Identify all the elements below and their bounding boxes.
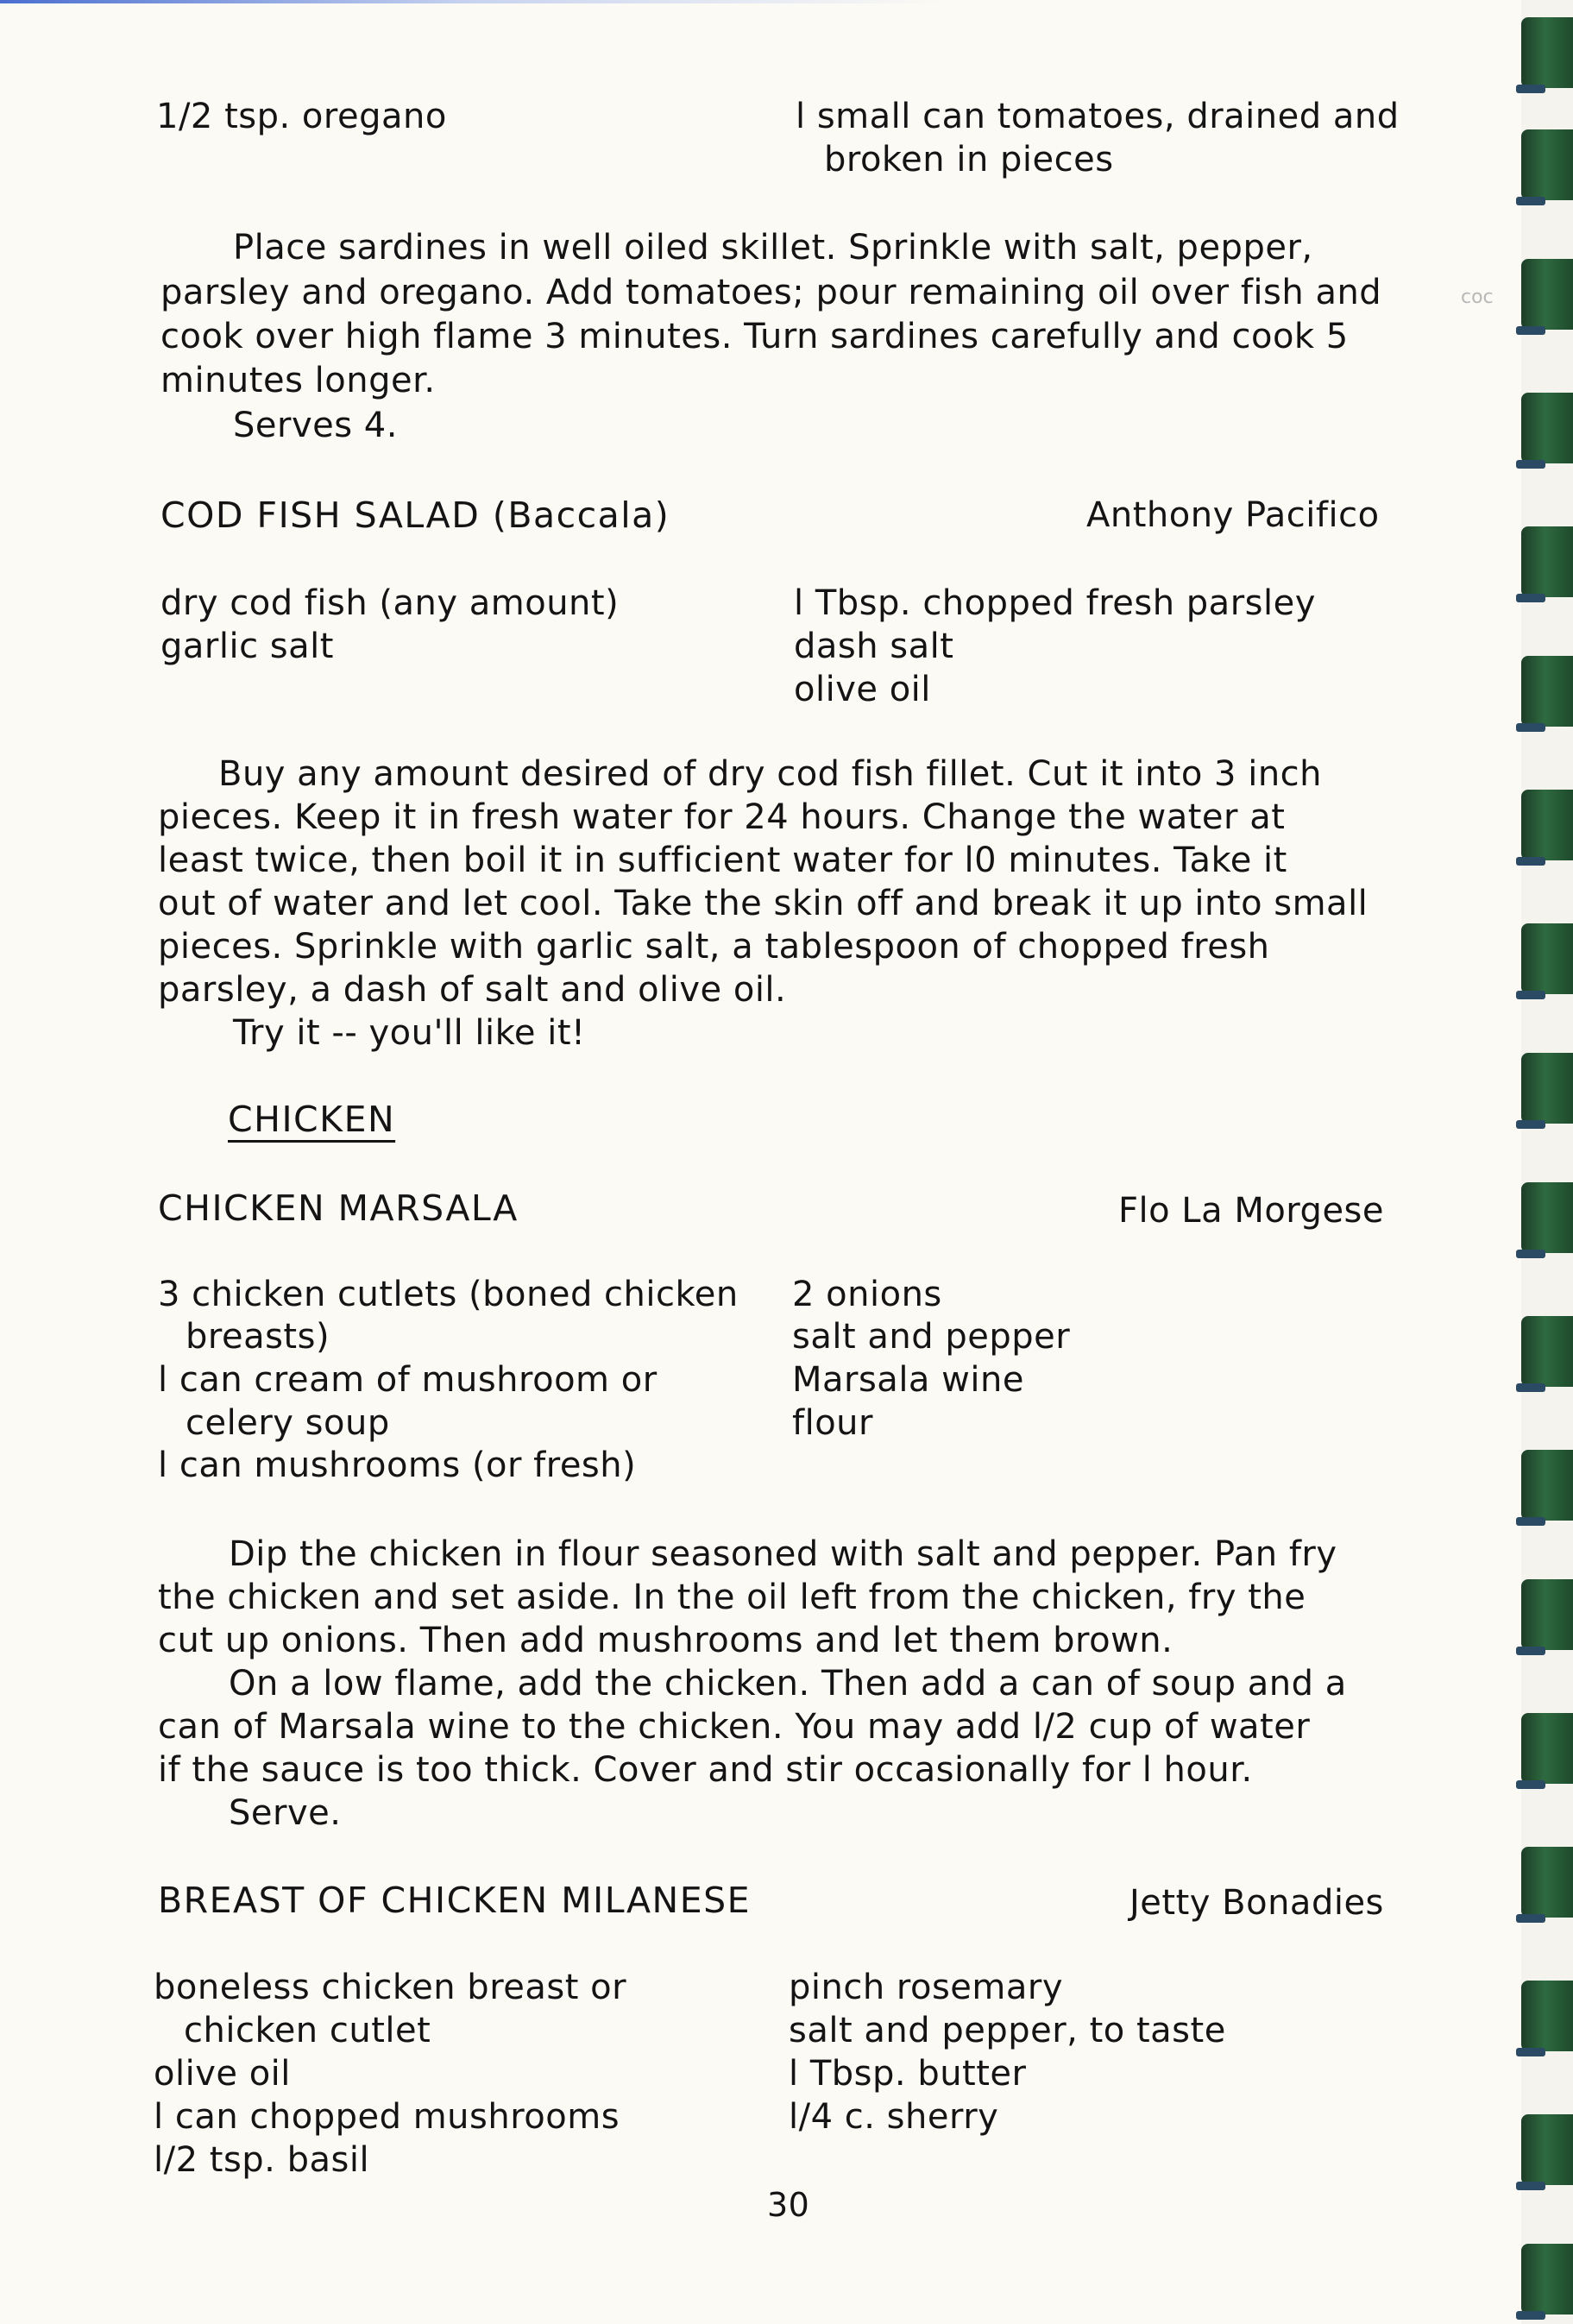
direction-line: can of Marsala wine to the chicken. You may add l/2 cup of water (158, 1707, 1311, 1747)
recipe-title: BREAST OF CHICKEN MILANESE (158, 1880, 752, 1921)
ingredient-right: l Tbsp. butter (789, 2054, 1027, 2094)
ingredient-right: l/4 c. sherry (789, 2097, 999, 2137)
direction-line: parsley and oregano. Add tomatoes; pour remaining oil over fish and (160, 273, 1382, 312)
recipe-author: Anthony Pacifico (1086, 495, 1380, 535)
binding-ring (1521, 1053, 1573, 1124)
ingredient-right: Marsala wine (792, 1360, 1024, 1400)
ingredient-right: pinch rosemary (789, 1968, 1063, 2007)
binding-ring (1521, 129, 1573, 200)
direction-line: Place sardines in well oiled skillet. Sprinkle with salt, pepper, (233, 228, 1313, 268)
ingredient-left: l can mushrooms (or fresh) (158, 1445, 637, 1485)
direction-line: Serve. (229, 1793, 342, 1833)
ingredient-right: olive oil (794, 670, 931, 709)
direction-line: least twice, then boil it in sufficient water for l0 minutes. Take it (158, 841, 1287, 880)
direction-line: Dip the chicken in flour seasoned with salt and pepper. Pan fry (229, 1534, 1337, 1574)
ingredient-right: flour (792, 1403, 873, 1443)
serves-line: Serves 4. (233, 406, 398, 445)
binding-ring (1521, 923, 1573, 994)
page-edge (0, 0, 1573, 3)
binding-ring (1521, 656, 1573, 727)
binding-ring (1521, 526, 1573, 597)
binding-ring (1521, 1981, 1573, 2051)
direction-line: pieces. Keep it in fresh water for 24 hours. Change the water at (158, 797, 1286, 837)
section-heading: CHICKEN (228, 1099, 396, 1140)
recipe-title: CHICKEN MARSALA (158, 1187, 519, 1229)
direction-line: cut up onions. Then add mushrooms and let them brown. (158, 1621, 1173, 1660)
ingredient-right: broken in pieces (824, 140, 1114, 179)
ingredient-right: l Tbsp. chopped fresh parsley (794, 583, 1316, 623)
ingredient-left: 3 chicken cutlets (boned chicken (158, 1275, 739, 1314)
page-number: 30 (767, 2186, 810, 2224)
recipe-author: Flo La Morgese (1118, 1191, 1384, 1231)
ingredient-left: l can cream of mushroom or (158, 1360, 658, 1400)
ingredient-left: garlic salt (160, 627, 334, 666)
direction-line: Buy any amount desired of dry cod fish fillet. Cut it into 3 inch (218, 754, 1323, 794)
binding-ring (1521, 790, 1573, 860)
binding-ring (1521, 1316, 1573, 1387)
binding-ring (1521, 17, 1573, 88)
recipe-title: COD FISH SALAD (Baccala) (160, 494, 670, 536)
direction-line: cook over high flame 3 minutes. Turn sardines carefully and cook 5 (160, 317, 1349, 356)
ingredient-left: 1/2 tsp. oregano (156, 97, 447, 136)
ingredient-left: celery soup (186, 1403, 390, 1443)
margin-bleed-text: coc (1461, 287, 1494, 308)
direction-line: if the sauce is too thick. Cover and stir occasionally for l hour. (158, 1750, 1253, 1790)
direction-line: out of water and let cool. Take the skin off and break it up into small (158, 884, 1369, 923)
ingredient-left: l/2 tsp. basil (154, 2140, 370, 2180)
binding-ring (1521, 2114, 1573, 2185)
direction-line: minutes longer. (160, 361, 436, 400)
ingredient-left: dry cod fish (any amount) (160, 583, 620, 623)
ingredient-left: breasts) (186, 1317, 330, 1357)
recipe-author: Jetty Bonadies (1129, 1883, 1384, 1923)
ingredient-right: salt and pepper, to taste (789, 2011, 1226, 2050)
ingredient-left: chicken cutlet (184, 2011, 431, 2050)
binding-ring (1521, 1450, 1573, 1521)
binding-ring (1521, 393, 1573, 463)
ingredient-left: olive oil (154, 2054, 291, 2094)
ingredient-right: l small can tomatoes, drained and (796, 97, 1400, 136)
ingredient-right: salt and pepper (792, 1317, 1071, 1357)
direction-line: Try it -- you'll like it! (233, 1013, 586, 1053)
direction-line: the chicken and set aside. In the oil left from the chicken, fry the (158, 1578, 1306, 1617)
ingredient-left: boneless chicken breast or (154, 1968, 627, 2007)
binding-ring (1521, 2244, 1573, 2315)
binding-ring (1521, 1713, 1573, 1784)
binding-ring (1521, 1847, 1573, 1918)
direction-line: On a low flame, add the chicken. Then add a can of soup and a (229, 1664, 1347, 1704)
binding-ring (1521, 1182, 1573, 1253)
direction-line: parsley, a dash of salt and olive oil. (158, 970, 787, 1010)
binding-ring (1521, 259, 1573, 330)
direction-line: pieces. Sprinkle with garlic salt, a tablespoon of chopped fresh (158, 927, 1270, 967)
ingredient-right: 2 onions (792, 1275, 942, 1314)
binding-ring (1521, 1579, 1573, 1650)
ingredient-left: l can chopped mushrooms (154, 2097, 620, 2137)
ingredient-right: dash salt (794, 627, 954, 666)
spiral-binding (1521, 0, 1573, 2324)
